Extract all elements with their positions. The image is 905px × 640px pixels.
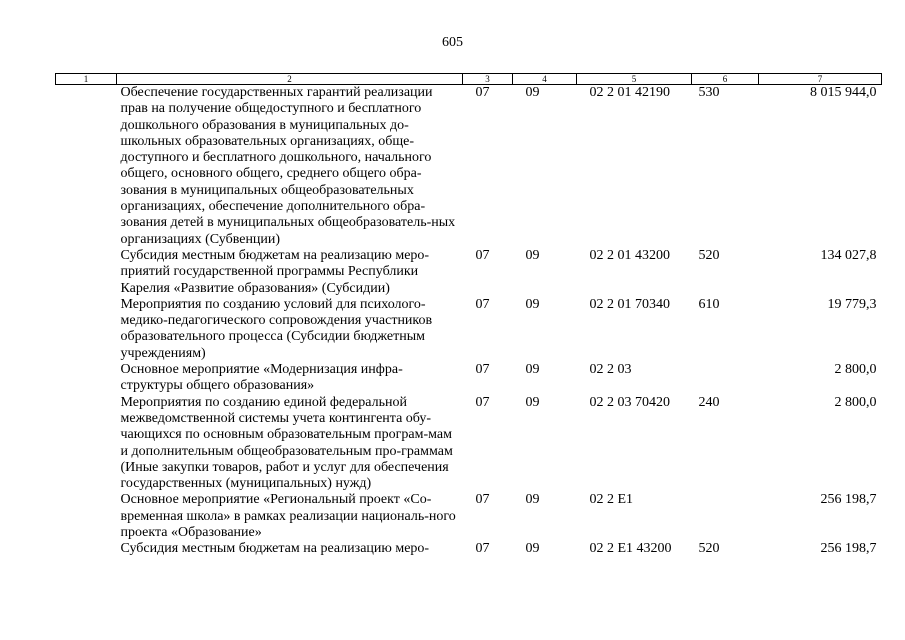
column-header: 3	[463, 74, 513, 85]
target-code-cell: 02 2 E1	[589, 492, 634, 508]
amount-cell: 2 800,0	[834, 362, 877, 378]
section-cell: 07	[475, 296, 490, 312]
description-cell: Мероприятия по созданию условий для психолого-медико-педагогического сопровождения участников образовательного процесса (Субсидии бюджетным учреждениям)	[120, 296, 433, 361]
subsection-cell: 09	[525, 85, 540, 100]
expense-type-cell: 520	[698, 541, 720, 557]
target-code-cell: 02 2 01 43200	[589, 247, 670, 263]
budget-table	[55, 73, 882, 558]
section-cell: 07	[475, 247, 490, 263]
section-cell: 07	[475, 541, 490, 557]
row-number-cell	[56, 248, 117, 297]
subsection-cell: 09	[525, 247, 540, 263]
description-cell: Субсидия местным бюджетам на реализацию меро-приятий государственной программы Республики Карелия «Развитие образования» (Субсидии)	[120, 247, 430, 296]
amount-cell: 256 198,7	[820, 492, 877, 508]
target-code-cell: 02 2 E1 43200	[589, 541, 672, 557]
amount-cell: 134 027,8	[820, 247, 877, 263]
table-row	[56, 297, 882, 362]
row-number-cell	[56, 85, 117, 248]
description-cell: Обеспечение государственных гарантий реализации прав на получение общедоступного и бесплатного дошкольного образования в муниципальных до-школьных образовательных организациях, обще-доступного и бесплатного дошкольного, начального общего, основного общего, среднего общего обра-зования в муниципальных общеобразовательных организациях, обеспечение дополнительного обра-зования детей в муниципальных общеобразователь-ных организациях (Субвенции)	[120, 85, 456, 247]
amount-cell: 256 198,7	[820, 541, 877, 557]
expense-type-cell: 610	[698, 296, 720, 312]
expense-type-cell	[692, 362, 759, 395]
header-row	[56, 74, 882, 85]
description-cell: Основное мероприятие «Модернизация инфра-структуры общего образования»	[120, 362, 403, 394]
expense-type-cell	[692, 492, 759, 541]
table-row	[56, 492, 882, 541]
row-number-cell	[56, 297, 117, 362]
subsection-cell: 09	[525, 492, 540, 508]
subsection-cell: 09	[525, 296, 540, 312]
column-header: 4	[513, 74, 577, 85]
target-code-cell: 02 2 03 70420	[589, 394, 670, 410]
expense-type-cell: 530	[698, 85, 720, 100]
description-cell: Мероприятия по созданию единой федеральной межведомственной системы учета контингента обу-чающихся по основным образовательным програм-мам и дополнительным общеобразовательным про-граммам (Иные закупки товаров, работ и услуг для обеспечения государственных (муниципальных) нужд)	[120, 394, 453, 492]
section-cell: 07	[475, 362, 490, 378]
subsection-cell: 09	[525, 362, 540, 378]
row-number-cell	[56, 362, 117, 395]
amount-cell: 8 015 944,0	[810, 85, 877, 100]
description-cell: Основное мероприятие «Региональный проект «Со-временная школа» в рамках реализации националь-ного проекта «Образование»	[120, 492, 456, 541]
column-header: 7	[759, 74, 882, 85]
target-code-cell: 02 2 03	[589, 362, 632, 378]
table-header	[56, 74, 882, 85]
table-row	[56, 362, 882, 395]
table-row	[56, 85, 882, 248]
row-number-cell	[56, 541, 117, 557]
table-row	[56, 541, 882, 557]
target-code-cell: 02 2 01 70340	[589, 296, 670, 312]
amount-cell: 2 800,0	[834, 394, 877, 410]
column-header: 6	[692, 74, 759, 85]
page-number: 605	[442, 35, 463, 50]
row-number-cell	[56, 492, 117, 541]
section-cell: 07	[475, 85, 490, 100]
subsection-cell: 09	[525, 541, 540, 557]
column-header: 2	[117, 74, 463, 85]
column-header: 5	[577, 74, 692, 85]
section-cell: 07	[475, 492, 490, 508]
amount-cell: 19 779,3	[827, 296, 877, 312]
table-row	[56, 248, 882, 297]
table-body	[56, 85, 882, 558]
table-row	[56, 395, 882, 493]
row-number-cell	[56, 395, 117, 493]
expense-type-cell: 240	[698, 394, 720, 410]
target-code-cell: 02 2 01 42190	[589, 85, 670, 100]
section-cell: 07	[475, 394, 490, 410]
expense-type-cell: 520	[698, 247, 720, 263]
subsection-cell: 09	[525, 394, 540, 410]
description-cell: Субсидия местным бюджетам на реализацию меро-	[120, 541, 430, 557]
column-header: 1	[56, 74, 117, 85]
